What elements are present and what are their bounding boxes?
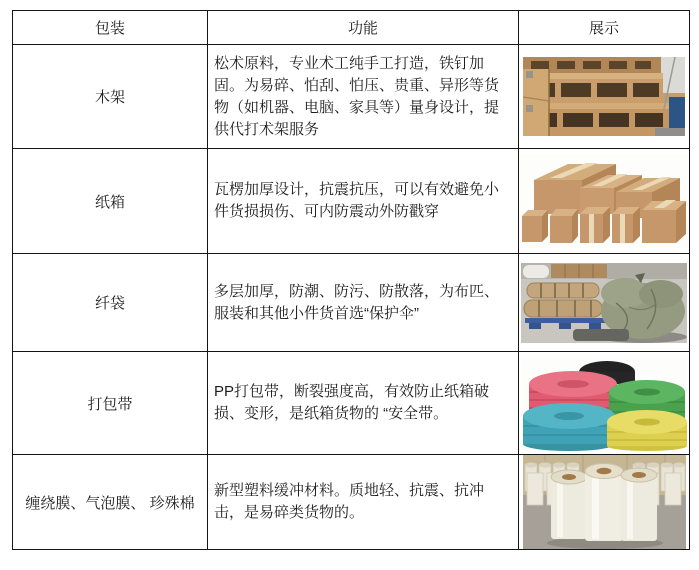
table-row-packing-strap [13,352,690,455]
package-name: 木架 [13,45,208,149]
package-name: 缠绕膜、气泡膜、 珍殊棉 [13,455,208,550]
table-row-fiber-bag [13,254,690,352]
pp-straps-photo [521,356,687,451]
table-row-wood-frame [13,45,690,149]
function-description: 松术原料，专业术工纯手工打造，铁钉加 固。为易碎、怕刮、怕压、贵重、异形等货 物（如机器、电脑、家具等）量身设计，提 供代打术架服务 [208,45,519,149]
table-row-cushion-film [13,455,690,550]
packaging-table [12,10,690,550]
function-description: 瓦楞加厚设计，抗震抗压，可以有效避免小 件货损损伤、可内防震动外防戳穿 [208,149,519,254]
stretch-film-rolls-photo [523,455,686,549]
display-cell [519,149,690,254]
header-display: 展示 [519,11,690,45]
wooden-crates-photo [523,57,685,136]
display-cell [519,254,690,352]
function-description: 多层加厚，防潮、防污、防散落，为布匹、 服装和其他小件货首选“保护伞” [208,254,519,352]
header-row [13,11,690,45]
package-name: 纤袋 [13,254,208,352]
header-package: 包装 [13,11,208,45]
display-cell [519,352,690,455]
woven-bags-photo [521,263,687,343]
display-cell [519,45,690,149]
function-description: PP打包带，断裂强度高，有效防止纸箱破 损、变形，是纸箱货物的 “安全带。 [208,352,519,455]
display-cell [519,455,690,550]
function-description: 新型塑料缓冲材料。质地轻、抗震、抗冲 击，是易碎类货物的。 [208,455,519,550]
header-function: 功能 [208,11,519,45]
table-row-carton [13,149,690,254]
cardboard-boxes-photo [520,154,688,248]
package-name: 纸箱 [13,149,208,254]
package-name: 打包带 [13,352,208,455]
